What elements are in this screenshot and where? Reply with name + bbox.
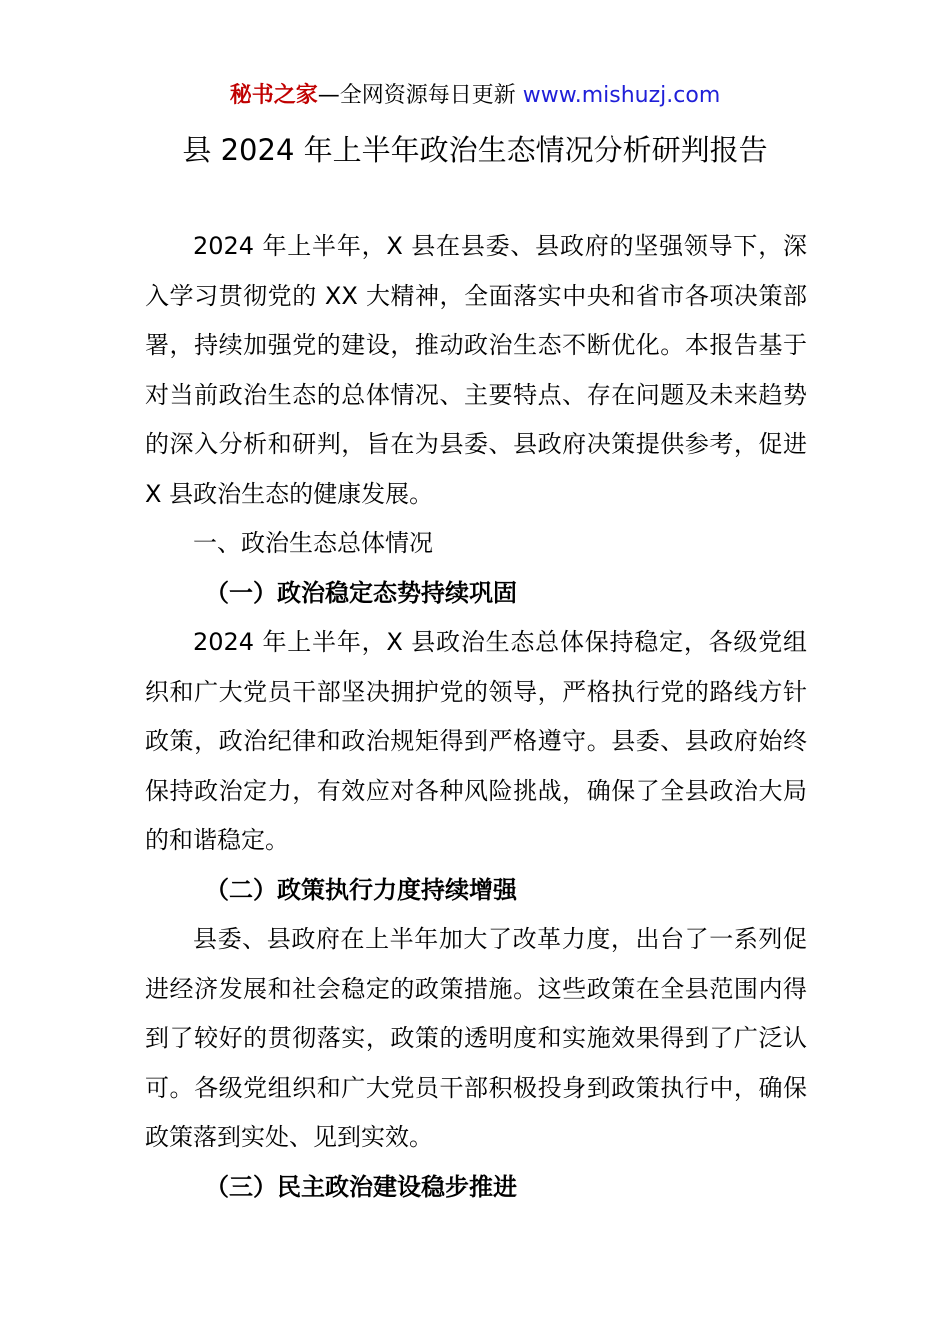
document-body [145, 222, 807, 1212]
subsection-heading-1: （一）政治稳定态势持续巩固 [205, 578, 517, 607]
document-title: 县 2024 年上半年政治生态情况分析研判报告 [182, 133, 768, 167]
intro-paragraph: 2024 年上半年，X 县在县委、县政府的坚强领导下，深入学习贯彻党的 XX 大精神，全面落实中央和省市各项决策部署，持续加强党的建设，推动政治生态不断优化。本报告基于对当前政治生态的总体情况、主要特点、存在问题及未来趋势的深入分析和研判，旨在为县委、县政府决策提供参考，促进 X 县政治生态的健康发展。 [145, 232, 807, 508]
subsection-paragraph-2: 县委、县政府在上半年加大了改革力度，出台了一系列促进经济发展和社会稳定的政策措施。这些政策在全县范围内得到了较好的贯彻落实，政策的透明度和实施效果得到了广泛认可。各级党组织和广大党员干部积极投身到政策执行中，确保政策落到实处、见到实效。 [145, 925, 807, 1151]
site-header [0, 80, 950, 112]
subsection-heading-2: （二）政策执行力度持续增强 [205, 875, 517, 904]
brand-name: 秘书之家 [229, 83, 318, 108]
subsection-paragraph-1: 2024 年上半年，X 县政治生态总体保持稳定，各级党组织和广大党员干部坚决拥护党的领导，严格执行党的路线方针政策，政治纪律和政治规矩得到严格遵守。县委、县政府始终保持政治定力，有效应对各种风险挑战，确保了全县政治大局的和谐稳定。 [145, 628, 807, 854]
header-tagline: —全网资源每日更新 [317, 83, 523, 108]
section-heading-1: 一、政治生态总体情况 [193, 529, 433, 557]
site-url-link[interactable]: www.mishuzj.com [522, 83, 721, 108]
subsection-heading-3: （三）民主政治建设稳步推进 [205, 1172, 517, 1201]
